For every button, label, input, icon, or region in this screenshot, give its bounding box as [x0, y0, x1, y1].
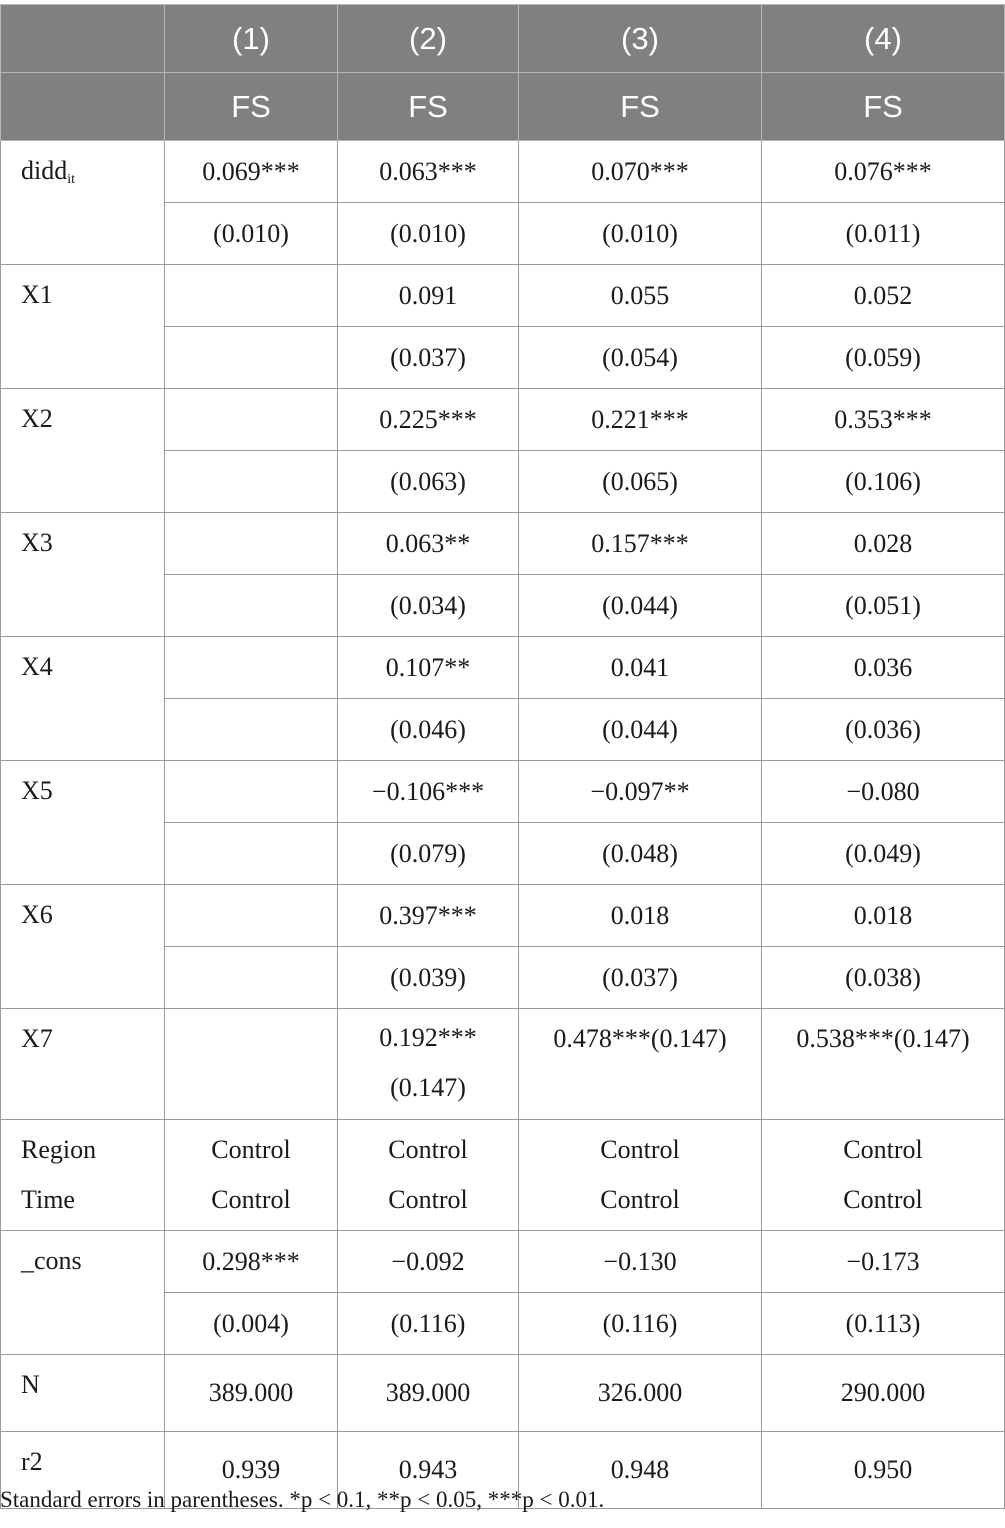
coef-cell: 0.070*** — [519, 141, 762, 203]
table-footnote: Standard errors in parentheses. *p < 0.1, **p < 0.05, ***p < 0.01. — [0, 1487, 605, 1512]
se-cell: (0.036) — [762, 699, 1005, 761]
table-row — [1, 1009, 1005, 1120]
stat-cell: 326.000 — [519, 1355, 762, 1432]
table-row — [1, 141, 1005, 203]
coef-cell: 0.041 — [519, 637, 762, 699]
fe-cell — [338, 1120, 519, 1231]
row-label-fixed-effects — [1, 1120, 165, 1231]
row-label-x3: X3 — [1, 513, 165, 637]
se-cell: (0.106) — [762, 451, 1005, 513]
coef-cell — [338, 1009, 519, 1120]
coef-cell: 0.063*** — [338, 141, 519, 203]
se-cell — [165, 451, 338, 513]
coef-cell: 0.076*** — [762, 141, 1005, 203]
table-row — [1, 1120, 1005, 1231]
se-cell: (0.063) — [338, 451, 519, 513]
header-row-model-numbers — [1, 5, 1005, 73]
header-corner-2 — [1, 73, 165, 141]
header-corner — [1, 5, 165, 73]
coef-cell — [165, 265, 338, 327]
coef-cell: −0.173 — [762, 1231, 1005, 1293]
coef-cell: 0.028 — [762, 513, 1005, 575]
header-row-dependent-var — [1, 73, 1005, 141]
se-cell: (0.116) — [519, 1293, 762, 1355]
se-cell — [165, 699, 338, 761]
coef-cell: 0.055 — [519, 265, 762, 327]
region-value: Control — [600, 1135, 680, 1164]
se-cell: (0.038) — [762, 947, 1005, 1009]
se-cell: (0.037) — [338, 327, 519, 389]
table-row — [1, 1355, 1005, 1432]
coef-cell: −0.106*** — [338, 761, 519, 823]
se-cell: (0.034) — [338, 575, 519, 637]
coef-cell — [165, 637, 338, 699]
header-dv-3: FS — [519, 73, 762, 141]
row-label-n: N — [1, 1355, 165, 1432]
se-cell: (0.059) — [762, 327, 1005, 389]
table-row — [1, 637, 1005, 699]
stat-cell: 290.000 — [762, 1355, 1005, 1432]
se-cell — [165, 575, 338, 637]
coef-cell: −0.080 — [762, 761, 1005, 823]
stat-cell: 0.939 — [165, 1432, 338, 1509]
se-cell: (0.048) — [519, 823, 762, 885]
coef-cell: −0.092 — [338, 1231, 519, 1293]
coef-cell: 0.063** — [338, 513, 519, 575]
header-dv-4: FS — [762, 73, 1005, 141]
coef-cell: 0.018 — [519, 885, 762, 947]
coef-cell: 0.298*** — [165, 1231, 338, 1293]
table-row — [1, 389, 1005, 451]
coef-cell: 0.107** — [338, 637, 519, 699]
coef-cell: 0.397*** — [338, 885, 519, 947]
row-label-r2: r2 — [1, 1432, 165, 1509]
coef-cell — [165, 761, 338, 823]
coef-cell: 0.052 — [762, 265, 1005, 327]
coef-cell: 0.538***(0.147) — [762, 1009, 1005, 1120]
fe-cell — [165, 1120, 338, 1231]
header-col-2: (2) — [338, 5, 519, 73]
se-cell: (0.004) — [165, 1293, 338, 1355]
se-cell: (0.037) — [519, 947, 762, 1009]
coef-cell: 0.221*** — [519, 389, 762, 451]
time-value: Control — [600, 1185, 680, 1214]
row-label-x5: X5 — [1, 761, 165, 885]
x7-col2-se: (0.147) — [390, 1073, 466, 1102]
se-cell: (0.113) — [762, 1293, 1005, 1355]
header-col-3: (3) — [519, 5, 762, 73]
coef-cell: 0.225*** — [338, 389, 519, 451]
se-cell: (0.046) — [338, 699, 519, 761]
row-label-x6: X6 — [1, 885, 165, 1009]
coef-cell — [165, 885, 338, 947]
se-cell: (0.065) — [519, 451, 762, 513]
stat-cell: 0.948 — [519, 1432, 762, 1509]
coef-cell: −0.097** — [519, 761, 762, 823]
stat-cell: 0.950 — [762, 1432, 1005, 1509]
se-cell: (0.116) — [338, 1293, 519, 1355]
row-label-didd — [1, 141, 165, 265]
row-label-x7: X7 — [1, 1009, 165, 1120]
coef-cell: 0.018 — [762, 885, 1005, 947]
fe-cell — [519, 1120, 762, 1231]
se-cell: (0.010) — [519, 203, 762, 265]
se-cell: (0.011) — [762, 203, 1005, 265]
label-time: Time — [21, 1185, 75, 1214]
stat-cell: 389.000 — [338, 1355, 519, 1432]
coef-cell — [165, 513, 338, 575]
se-cell: (0.051) — [762, 575, 1005, 637]
didd-label-subscript: it — [67, 172, 76, 187]
header-dv-1: FS — [165, 73, 338, 141]
header-col-4: (4) — [762, 5, 1005, 73]
se-cell: (0.010) — [165, 203, 338, 265]
row-label-x2: X2 — [1, 389, 165, 513]
se-cell — [165, 327, 338, 389]
coef-cell: 0.353*** — [762, 389, 1005, 451]
row-label-x1: X1 — [1, 265, 165, 389]
time-value: Control — [388, 1185, 468, 1214]
coef-cell — [165, 389, 338, 451]
coef-cell: −0.130 — [519, 1231, 762, 1293]
table-row — [1, 1231, 1005, 1293]
coef-cell: 0.157*** — [519, 513, 762, 575]
se-cell: (0.010) — [338, 203, 519, 265]
coef-cell: 0.036 — [762, 637, 1005, 699]
x7-col2-coef: 0.192*** — [379, 1023, 477, 1052]
se-cell: (0.049) — [762, 823, 1005, 885]
se-cell: (0.044) — [519, 699, 762, 761]
coef-cell: 0.091 — [338, 265, 519, 327]
region-value: Control — [843, 1135, 923, 1164]
table-row — [1, 761, 1005, 823]
coef-cell — [165, 1009, 338, 1120]
fe-cell — [762, 1120, 1005, 1231]
header-dv-2: FS — [338, 73, 519, 141]
se-cell — [165, 947, 338, 1009]
didd-label-text: didd — [21, 156, 68, 185]
se-cell: (0.044) — [519, 575, 762, 637]
se-cell: (0.079) — [338, 823, 519, 885]
se-cell: (0.039) — [338, 947, 519, 1009]
region-value: Control — [388, 1135, 468, 1164]
region-value: Control — [211, 1135, 291, 1164]
row-label-cons: _cons — [1, 1231, 165, 1355]
se-cell: (0.054) — [519, 327, 762, 389]
time-value: Control — [211, 1185, 291, 1214]
label-region: Region — [21, 1135, 97, 1164]
stat-cell: 389.000 — [165, 1355, 338, 1432]
row-label-x4: X4 — [1, 637, 165, 761]
stat-cell: 0.943 — [338, 1432, 519, 1509]
table-row — [1, 885, 1005, 947]
coef-cell: 0.478***(0.147) — [519, 1009, 762, 1120]
time-value: Control — [843, 1185, 923, 1214]
header-col-1: (1) — [165, 5, 338, 73]
coef-cell: 0.069*** — [165, 141, 338, 203]
se-cell — [165, 823, 338, 885]
regression-table — [0, 4, 1005, 1509]
table-row — [1, 513, 1005, 575]
table-row — [1, 265, 1005, 327]
